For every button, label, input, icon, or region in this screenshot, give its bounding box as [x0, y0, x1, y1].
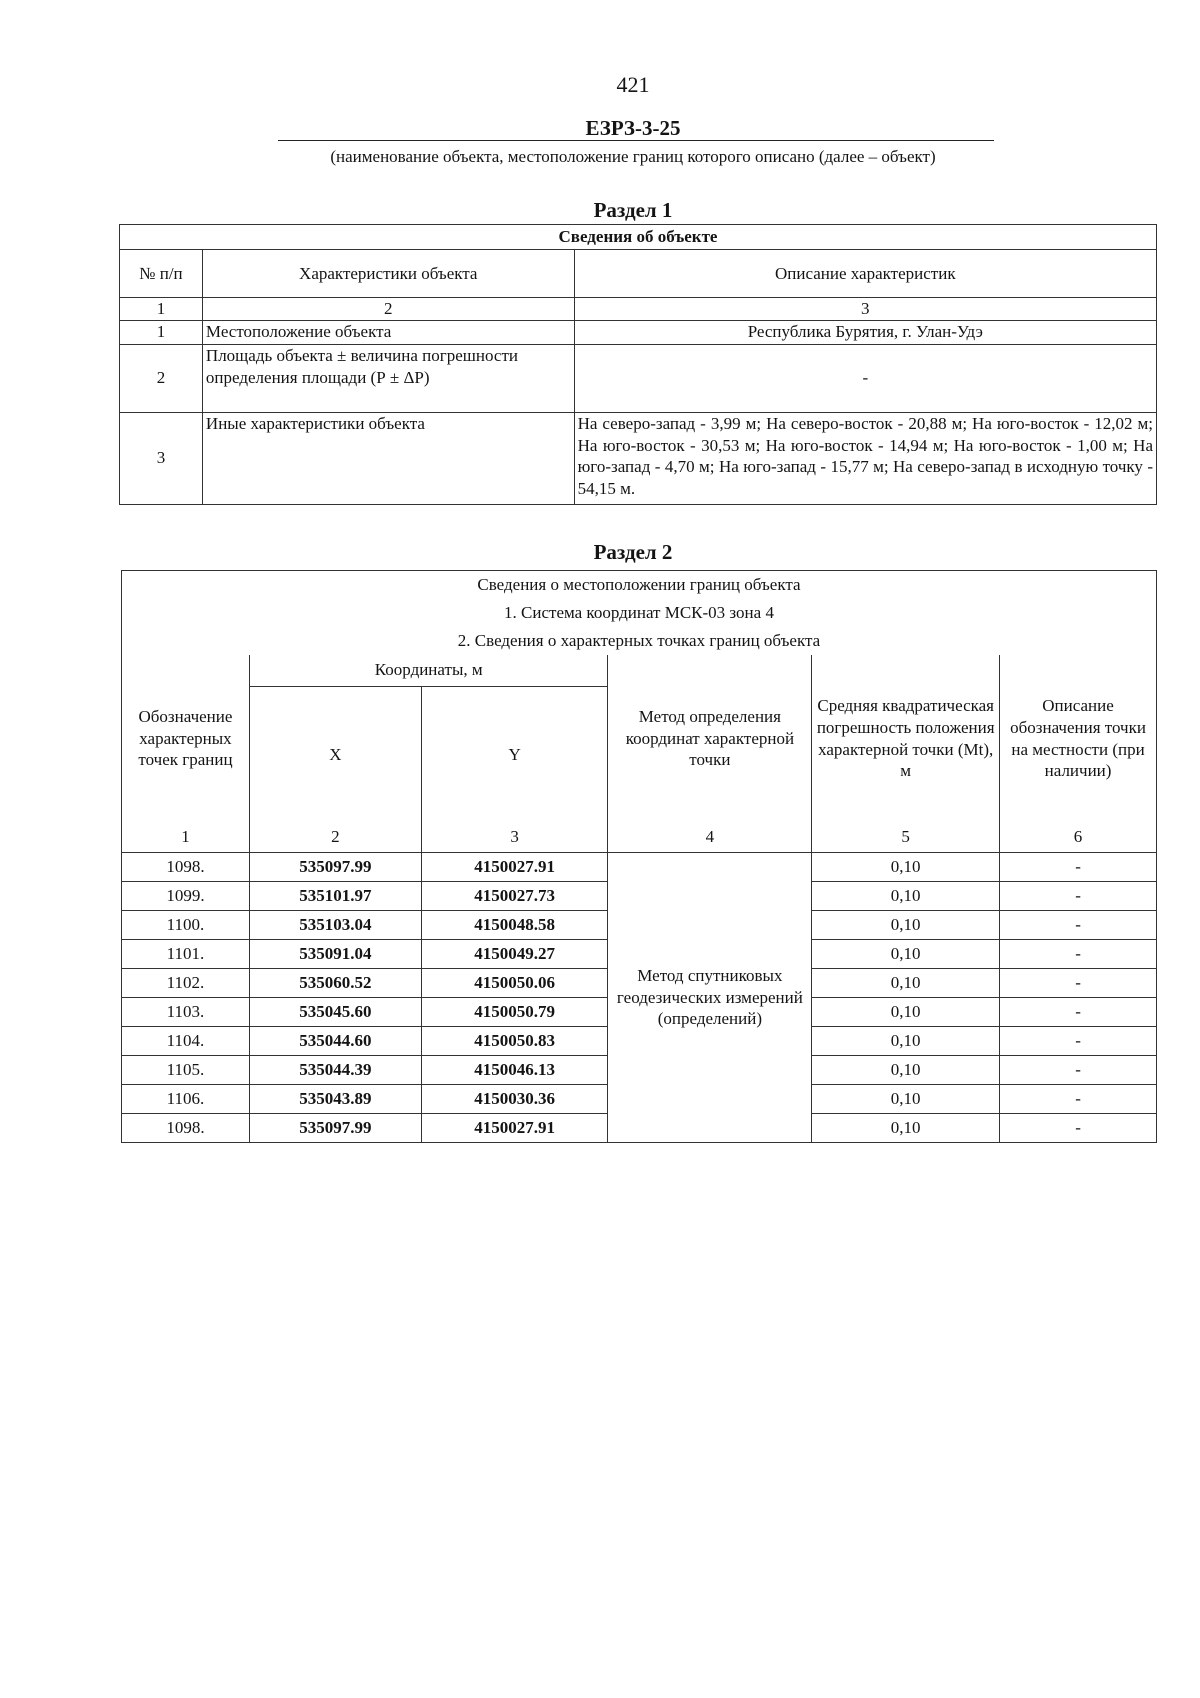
point-y: 4150027.73	[421, 882, 608, 911]
row-value: -	[574, 344, 1156, 412]
point-id: 1104.	[122, 1027, 250, 1056]
point-desc: -	[1000, 1056, 1157, 1085]
point-desc: -	[1000, 1027, 1157, 1056]
boundary-points-table	[121, 570, 1157, 1143]
location-title: Сведения о местоположении границ объекта	[122, 571, 1157, 599]
point-mt: 0,10	[812, 1056, 1000, 1085]
row-number: 2	[120, 344, 203, 412]
title-underline	[278, 140, 994, 141]
document-title: ЕЗРЗ-3-25	[585, 116, 681, 140]
point-x: 535044.60	[249, 1027, 421, 1056]
point-mt: 0,10	[812, 882, 1000, 911]
page-number: 421	[616, 72, 650, 97]
point-x: 535044.39	[249, 1056, 421, 1085]
point-x: 535045.60	[249, 998, 421, 1027]
row-characteristic: Площадь объекта ± величина погрешности определения площади (Р ± ΔР)	[202, 344, 574, 412]
row-number: 3	[120, 412, 203, 504]
point-mt: 0,10	[812, 969, 1000, 998]
point-x: 535043.89	[249, 1085, 421, 1114]
point-y: 4150050.79	[421, 998, 608, 1027]
table-row	[122, 853, 1157, 882]
point-id: 1102.	[122, 969, 250, 998]
point-mt: 0,10	[812, 998, 1000, 1027]
point-id: 1098.	[122, 1114, 250, 1143]
header-x: X	[249, 687, 421, 823]
header-description: Описание характеристик	[574, 250, 1156, 298]
point-desc: -	[1000, 853, 1157, 882]
point-x: 535060.52	[249, 969, 421, 998]
point-desc: -	[1000, 1085, 1157, 1114]
point-x: 535103.04	[249, 911, 421, 940]
col-number-1: 1	[120, 298, 203, 321]
object-info-title: Сведения об объекте	[120, 225, 1157, 250]
point-mt: 0,10	[812, 911, 1000, 940]
row-characteristic: Иные характеристики объекта	[202, 412, 574, 504]
point-y: 4150027.91	[421, 1114, 608, 1143]
point-id: 1106.	[122, 1085, 250, 1114]
col-number-3: 3	[421, 823, 608, 853]
point-x: 535097.99	[249, 1114, 421, 1143]
point-mt: 0,10	[812, 1114, 1000, 1143]
point-desc: -	[1000, 940, 1157, 969]
point-id: 1105.	[122, 1056, 250, 1085]
col-number-3: 3	[574, 298, 1156, 321]
point-desc: -	[1000, 969, 1157, 998]
col-number-2: 2	[202, 298, 574, 321]
col-number-6: 6	[1000, 823, 1157, 853]
point-desc: -	[1000, 911, 1157, 940]
point-mt: 0,10	[812, 1085, 1000, 1114]
header-number: № п/п	[120, 250, 203, 298]
header-method: Метод определения координат характерной точки	[608, 655, 812, 823]
point-y: 4150027.91	[421, 853, 608, 882]
table-row	[120, 412, 1157, 504]
point-y: 4150050.83	[421, 1027, 608, 1056]
header-y: Y	[421, 687, 608, 823]
table-row	[120, 344, 1157, 412]
section-1-heading: Раздел 1	[593, 198, 673, 222]
point-y: 4150048.58	[421, 911, 608, 940]
point-id: 1103.	[122, 998, 250, 1027]
point-id: 1101.	[122, 940, 250, 969]
point-desc: -	[1000, 998, 1157, 1027]
document-caption: (наименование объекта, местоположение границ которого описано (далее – объект)	[330, 147, 936, 166]
point-y: 4150049.27	[421, 940, 608, 969]
col-number-1: 1	[122, 823, 250, 853]
point-id: 1100.	[122, 911, 250, 940]
point-mt: 0,10	[812, 940, 1000, 969]
header-characteristics: Характеристики объекта	[202, 250, 574, 298]
col-number-2: 2	[249, 823, 421, 853]
point-id: 1098.	[122, 853, 250, 882]
row-value: Республика Бурятия, г. Улан-Удэ	[574, 320, 1156, 344]
method-value: Метод спутниковых геодезических измерений (определений)	[608, 853, 812, 1143]
point-x: 535091.04	[249, 940, 421, 969]
header-point: Обозначение характерных точек границ	[122, 655, 250, 823]
table-row	[120, 320, 1157, 344]
point-x: 535101.97	[249, 882, 421, 911]
point-mt: 0,10	[812, 1027, 1000, 1056]
col-number-4: 4	[608, 823, 812, 853]
point-mt: 0,10	[812, 853, 1000, 882]
row-number: 1	[120, 320, 203, 344]
point-y: 4150030.36	[421, 1085, 608, 1114]
header-error: Средняя квадратическая погрешность положения характерной точки (Mt), м	[812, 655, 1000, 823]
coordinate-system: 1. Система координат МСК-03 зона 4	[122, 599, 1157, 627]
point-desc: -	[1000, 882, 1157, 911]
point-y: 4150050.06	[421, 969, 608, 998]
point-y: 4150046.13	[421, 1056, 608, 1085]
header-description: Описание обозначения точки на местности (при наличии)	[1000, 655, 1157, 823]
section-2-heading: Раздел 2	[593, 540, 673, 564]
row-value: На северо-запад - 3,99 м; На северо-восток - 20,88 м; На юго-восток - 12,02 м; На юго-восток - 30,53 м; На юго-восток - 14,94 м; На юго-восток - 1,00 м; На юго-запад - 4,70 м; На юго-запад - 15,77 м; На северо-запад в исходную точку - 54,15 м.	[574, 412, 1156, 504]
row-characteristic: Местоположение объекта	[202, 320, 574, 344]
header-coordinates: Координаты, м	[249, 655, 608, 687]
point-x: 535097.99	[249, 853, 421, 882]
points-title: 2. Сведения о характерных точках границ объекта	[122, 627, 1157, 655]
point-id: 1099.	[122, 882, 250, 911]
col-number-5: 5	[812, 823, 1000, 853]
object-info-table	[119, 224, 1157, 505]
point-desc: -	[1000, 1114, 1157, 1143]
